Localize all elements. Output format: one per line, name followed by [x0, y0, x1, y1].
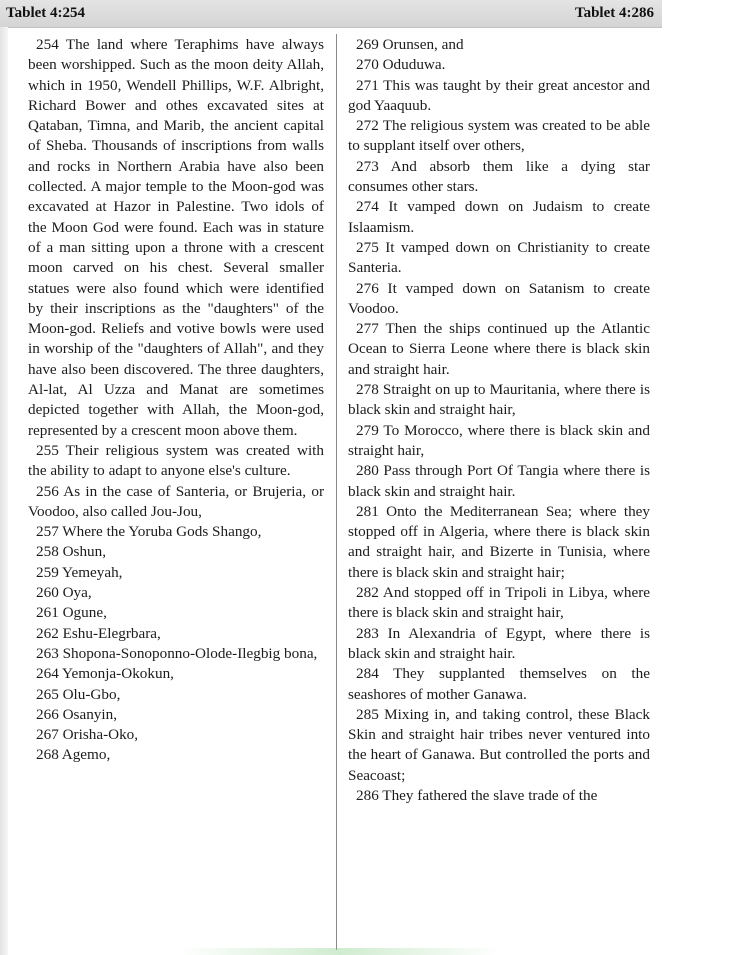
- verse-274: 274 It vamped down on Judaism to create Islaamism.: [348, 198, 650, 236]
- verse-275: 275 It vamped down on Christianity to create Santeria.: [348, 238, 650, 277]
- verse-265: 265 Olu-Gbo,: [36, 685, 121, 703]
- verse-263: 263 Shopona-Sonoponno-Olode-Ilegbig bona,: [36, 644, 318, 662]
- right-margin: [662, 0, 729, 955]
- verse-282: 282 And stopped off in Tripoli in Libya, where there is black skin and straight hair,: [348, 584, 650, 622]
- header-left-label: Tablet 4:254: [6, 5, 86, 21]
- verse-269: 269 Orunsen, and: [356, 36, 464, 53]
- verse-281: 281 Onto the Mediterranean Sea; where they stopped off in Algeria, where there is black skin and straight hair, and Bizerte in Tunisia, where there is black skin and straight hair;: [348, 502, 650, 581]
- verse-264: 264 Yemonja-Okokun,: [36, 665, 174, 683]
- page-gutter: [0, 27, 8, 955]
- scan-artifact-strip: [180, 948, 500, 955]
- verse-286: 286 They fathered the slave trade of the: [356, 786, 598, 804]
- verse-279: 279 To Morocco, where there is black skin and straight hair,: [348, 421, 650, 459]
- verse-276: 276 It vamped down on Satanism to create Voodoo.: [348, 279, 650, 317]
- verse-262: 262 Eshu-Elegrbara,: [36, 624, 161, 642]
- verse-266: 266 Osanyin,: [36, 705, 117, 723]
- verse-259: 259 Yemeyah,: [36, 563, 123, 581]
- verse-258: 258 Oshun,: [36, 543, 107, 561]
- left-column: [28, 35, 324, 766]
- right-column: [348, 35, 650, 806]
- verse-257: 257 Where the Yoruba Gods Shango,: [36, 523, 262, 541]
- verse-273: 273 And absorb them like a dying star consumes other stars.: [348, 157, 650, 196]
- verse-261: 261 Ogune,: [36, 604, 107, 622]
- verse-272: 272 The religious system was created to be able to supplant itself over others,: [348, 117, 650, 155]
- verse-270: 270 Oduduwa.: [356, 56, 446, 74]
- column-divider: [336, 34, 337, 950]
- verse-267: 267 Orisha-Oko,: [36, 726, 139, 744]
- verse-260: 260 Oya,: [36, 584, 92, 602]
- verse-280: 280 Pass through Port Of Tangia where there is black skin and straight hair.: [348, 462, 650, 500]
- verse-285: 285 Mixing in, and taking control, these Black Skin and straight hair tribes never ventured into the heart of Ganawa. But controlled the ports and Seacoast;: [348, 705, 650, 784]
- verse-283: 283 In Alexandria of Egypt, where there is black skin and straight hair.: [348, 624, 650, 662]
- verse-271: 271 This was taught by their great ancestor and god Yaaquub.: [348, 76, 650, 114]
- header-right-label: Tablet 4:286: [574, 5, 654, 21]
- verse-278: 278 Straight on up to Mauritania, where there is black skin and straight hair,: [348, 381, 650, 419]
- verse-256: 256 As in the case of Santeria, or Brujeria, or Voodoo, also called Jou-Jou,: [28, 482, 324, 520]
- page-header: [0, 0, 662, 28]
- verse-277: 277 Then the ships continued up the Atlantic Ocean to Sierra Leone where there is black skin and straight hair.: [348, 320, 650, 378]
- verse-255: 255 Their religious system was created with the ability to adapt to anyone else's culture.: [28, 441, 324, 480]
- verse-268: 268 Agemo,: [36, 746, 111, 764]
- verse-284: 284 They supplanted themselves on the seashores of mother Ganawa.: [348, 665, 650, 703]
- verse-254: 254 The land where Teraphims have always been worshipped. Such as the moon deity Allah, which in 1950, Wendell Phillips, W.F. Albright, Richard Bower and othes excavated sites at Qataban, Timna, and Marib, the ancient capital of Sheba. Thousands of inscriptions from walls and rocks in Northern Arabia have also been collected. A major temple to the Moon-god was excavated at Hazor in Palestine. Two idols of the Moon God were found. Each was in stature of a man sitting upon a throne with a crescent moon carved on his chest. Several smaller statues were also found which were identified by their inscriptions as the "daughters" of the Moon-god. Reliefs and votive bowls were used in worship of the "daughters of Allah", and they have also been discovered. The three daughters, Al-lat, Al Uzza and Manat are sometimes depicted together with Allah, the Moon-god, represented by a crescent moon above them.: [28, 36, 324, 439]
